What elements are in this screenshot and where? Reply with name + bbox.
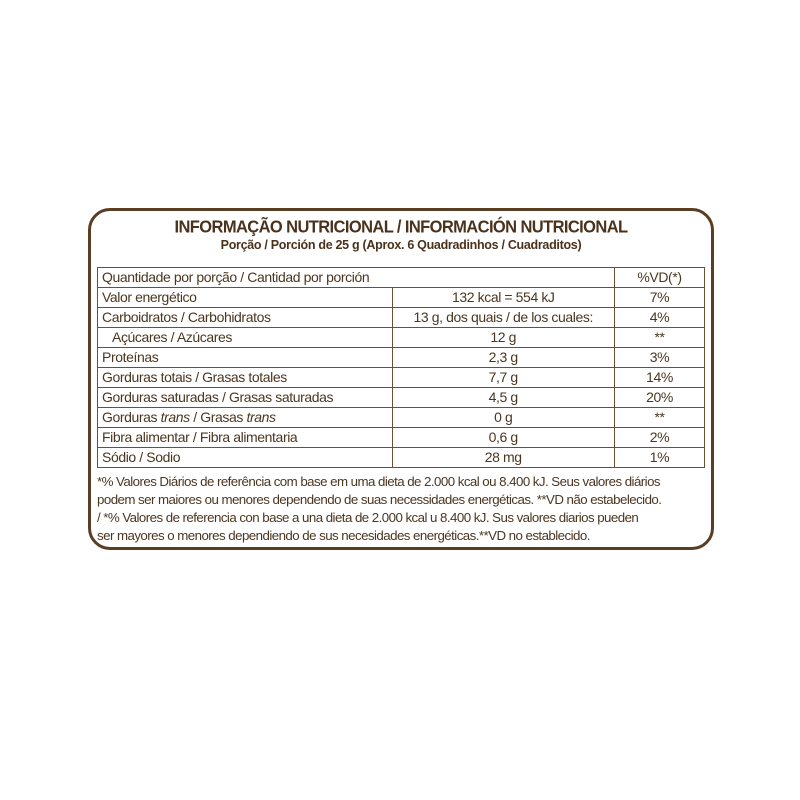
- nutrient-name: Sódio / Sodio: [98, 448, 393, 468]
- nutrient-quantity: 28 mg: [392, 448, 615, 468]
- nutrient-vd: 20%: [615, 388, 705, 408]
- table-row: [98, 308, 705, 328]
- nutrient-name: Gorduras totais / Grasas totales: [98, 368, 393, 388]
- nutrient-vd: 2%: [615, 428, 705, 448]
- panel-title: INFORMAÇÃO NUTRICIONAL / INFORMACIÓN NUTRICIONAL: [174, 217, 628, 237]
- nutrient-vd: **: [615, 408, 705, 428]
- nutrient-quantity: 4,5 g: [392, 388, 615, 408]
- header-quantity-label: Quantidade por porção / Cantidad por porción: [98, 268, 393, 288]
- nutrient-vd: 14%: [615, 368, 705, 388]
- nutrient-quantity: 2,3 g: [392, 348, 615, 368]
- table-row: [98, 288, 705, 308]
- nutrient-name: Gorduras saturadas / Grasas saturadas: [98, 388, 393, 408]
- footnote-line: podem ser maiores ou menores dependendo de suas necessidades energéticas. **VD não estabelecido.: [97, 492, 662, 507]
- nutrient-quantity: 13 g, dos quais / de los cuales:: [392, 308, 615, 328]
- header-blank-cell: [392, 268, 615, 288]
- table-header-row: [98, 268, 705, 288]
- nutrition-table: [97, 267, 705, 468]
- nutrient-quantity: 0,6 g: [392, 428, 615, 448]
- header-vd: %VD(*): [615, 268, 705, 288]
- nutrient-name: Fibra alimentar / Fibra alimentaria: [98, 428, 393, 448]
- serving-size: Porção / Porción de 25 g (Aprox. 6 Quadradinhos / Cuadraditos): [220, 238, 582, 252]
- footnote-line: ser mayores o menores dependiendo de sus necesidades energéticas.**VD no establecido.: [97, 528, 590, 543]
- nutrient-vd: 4%: [615, 308, 705, 328]
- nutrient-vd: **: [615, 328, 705, 348]
- name-part: / Grasas: [189, 409, 247, 425]
- table-row: [98, 428, 705, 448]
- nutrient-name: Proteínas: [98, 348, 393, 368]
- table-row: [98, 388, 705, 408]
- nutrient-quantity: 132 kcal = 554 kJ: [392, 288, 615, 308]
- nutrient-vd: 1%: [615, 448, 705, 468]
- table-row: [98, 368, 705, 388]
- panel-header: [91, 211, 711, 253]
- nutrient-name: Valor energético: [98, 288, 393, 308]
- table-row: [98, 448, 705, 468]
- nutrition-facts-panel: [88, 208, 714, 550]
- nutrient-vd: 3%: [615, 348, 705, 368]
- footnote-line: / *% Valores de referencia con base a una dieta de 2.000 kcal u 8.400 kJ. Sus valores diarios pueden: [97, 510, 639, 525]
- nutrient-name: Carboidratos / Carbohidratos: [98, 308, 393, 328]
- name-part: Gorduras: [102, 409, 161, 425]
- nutrient-quantity: 0 g: [392, 408, 615, 428]
- nutrient-quantity: 12 g: [392, 328, 615, 348]
- footnote-line: *% Valores Diários de referência com base em uma dieta de 2.000 kcal ou 8.400 kJ. Seus valores diários: [97, 474, 661, 489]
- nutrient-name: [98, 408, 393, 428]
- name-italic: trans: [160, 409, 190, 425]
- table-row: [98, 328, 705, 348]
- nutrient-vd: 7%: [615, 288, 705, 308]
- table-row: [98, 408, 705, 428]
- name-italic: trans: [246, 409, 276, 425]
- footnote: [97, 473, 709, 545]
- nutrient-quantity: 7,7 g: [392, 368, 615, 388]
- table-row: [98, 348, 705, 368]
- nutrient-name: Açúcares / Azúcares: [98, 328, 393, 348]
